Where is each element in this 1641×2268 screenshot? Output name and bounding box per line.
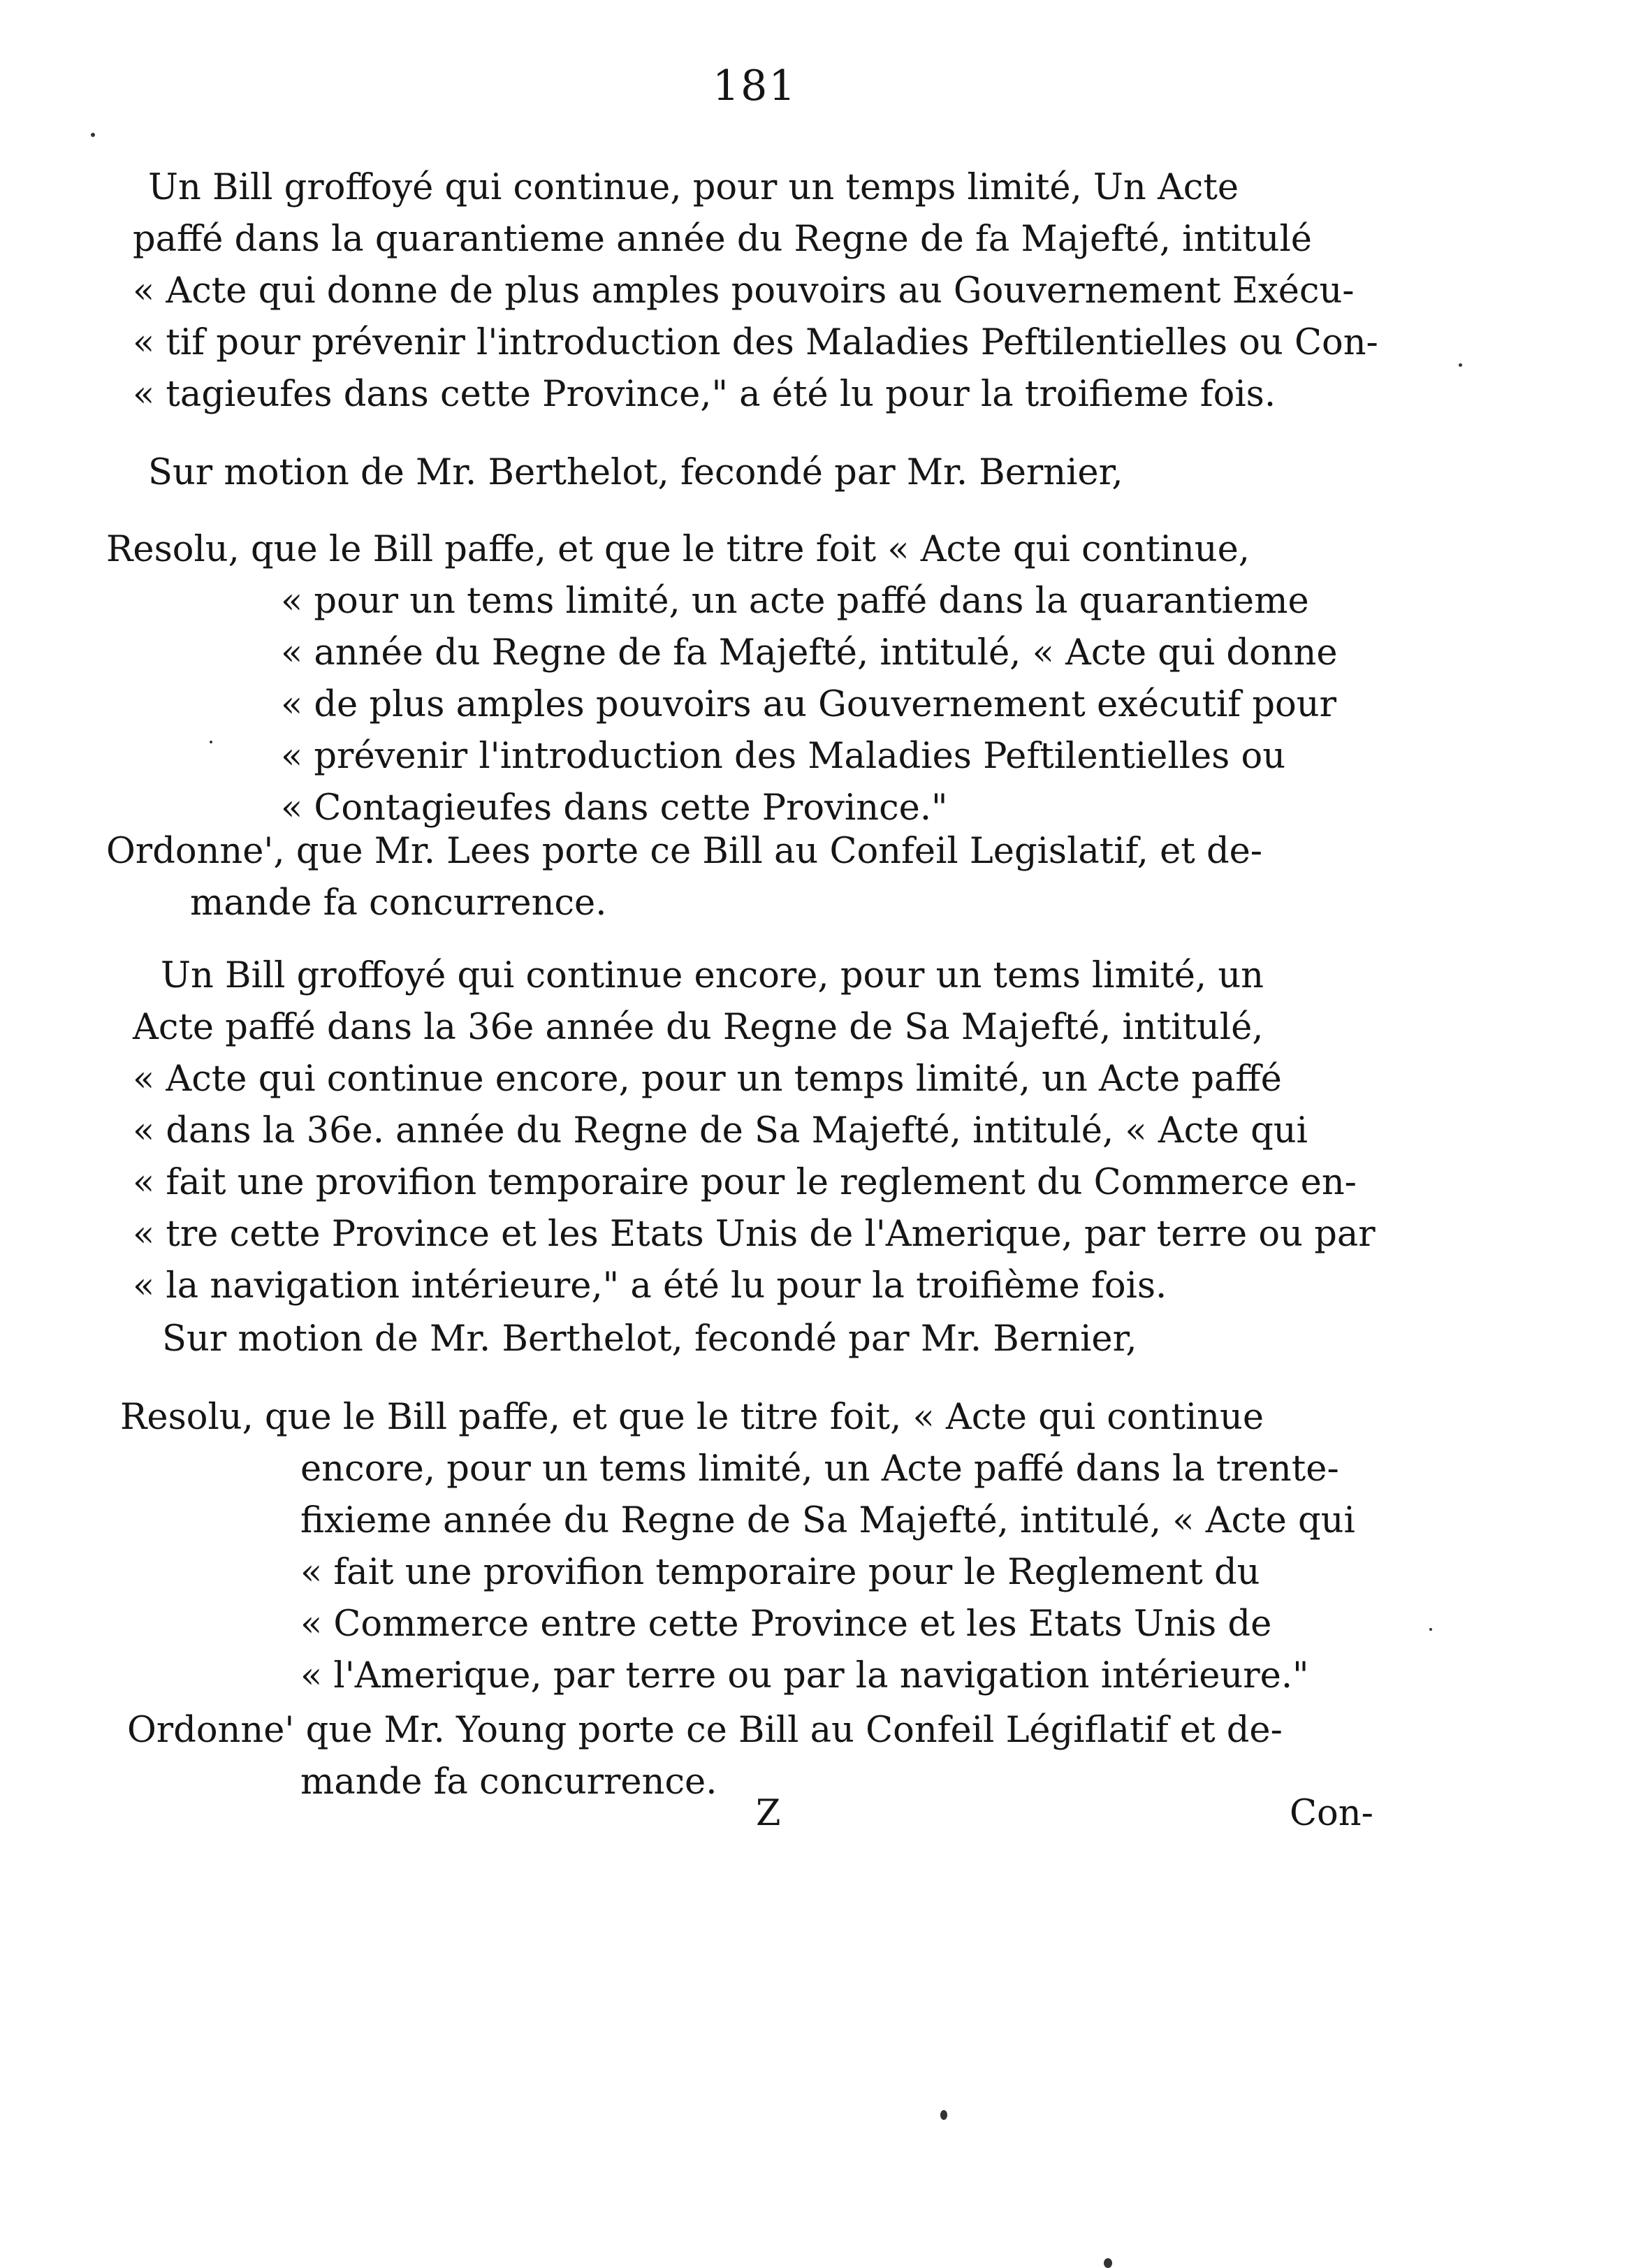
scan-speck bbox=[1104, 2258, 1112, 2268]
paragraph-resolu-second bbox=[120, 1392, 1355, 1702]
text-line: « Contagieufes dans cette Province." bbox=[281, 787, 948, 829]
text-line: Resolu, que le Bill paffe, et que le titre foit « Acte qui continue, bbox=[106, 529, 1250, 570]
paragraph-ordonne-second bbox=[127, 1705, 1283, 1808]
scan-speck bbox=[91, 133, 95, 137]
text-line: « tif pour prévenir l'introduction des Maladies Peftilentielles ou Con- bbox=[133, 322, 1378, 363]
scan-speck bbox=[940, 2110, 947, 2120]
text-line: « la navigation intérieure," a été lu pour la troifième fois. bbox=[133, 1265, 1167, 1307]
scan-speck bbox=[1459, 363, 1462, 367]
page-number: 181 bbox=[713, 61, 797, 110]
signature-mark: Z bbox=[756, 1793, 781, 1834]
text-line: fixieme année du Regne de Sa Majefté, intitulé, « Acte qui bbox=[300, 1500, 1355, 1541]
text-line: encore, pour un tems limité, un Acte paffé dans la trente- bbox=[300, 1448, 1339, 1490]
text-line: « prévenir l'introduction des Maladies Peftilentielles ou bbox=[281, 736, 1286, 777]
text-line: « Acte qui continue encore, pour un temps limité, un Acte paffé bbox=[133, 1059, 1282, 1100]
text-line: Sur motion de Mr. Berthelot, fecondé par Mr. Bernier, bbox=[162, 1318, 1137, 1360]
text-line: « Commerce entre cette Province et les Etats Unis de bbox=[300, 1604, 1272, 1645]
paragraph-motion-second bbox=[162, 1314, 1137, 1365]
text-line: « tagieufes dans cette Province," a été lu pour la troifieme fois. bbox=[133, 374, 1276, 415]
text-line: mande fa concurrence. bbox=[190, 882, 607, 924]
text-line: « fait une provifion temporaire pour le Reglement du bbox=[300, 1552, 1260, 1593]
text-line: Un Bill groffoyé qui continue, pour un temps limité, Un Acte bbox=[148, 167, 1239, 208]
text-line: Un Bill groffoyé qui continue encore, pour un tems limité, un bbox=[161, 955, 1264, 996]
text-line: mande fa concurrence. bbox=[300, 1761, 717, 1803]
text-line: Resolu, que le Bill paffe, et que le titre foit, « Acte qui continue bbox=[120, 1397, 1264, 1438]
paragraph-bill-second bbox=[133, 950, 1376, 1312]
text-line: Ordonne' que Mr. Young porte ce Bill au Confeil Légiflatif et de- bbox=[127, 1710, 1283, 1751]
text-line: paffé dans la quarantieme année du Regne de fa Majefté, intitulé bbox=[133, 219, 1312, 260]
text-line: « de plus amples pouvoirs au Gouvernement exécutif pour bbox=[281, 684, 1336, 725]
catchword: Con- bbox=[1290, 1793, 1373, 1834]
paragraph-bill-first bbox=[133, 162, 1378, 421]
text-line: « année du Regne de fa Majefté, intitulé, « Acte qui donne bbox=[281, 632, 1338, 674]
paragraph-resolu-first bbox=[106, 524, 1338, 834]
text-line: « Acte qui donne de plus amples pouvoirs au Gouvernement Exécu- bbox=[133, 270, 1355, 312]
text-line: « tre cette Province et les Etats Unis de l'Amerique, par terre ou par bbox=[133, 1214, 1376, 1255]
text-line: Acte paffé dans la 36e année du Regne de Sa Majefté, intitulé, bbox=[133, 1007, 1264, 1048]
text-line: « fait une provifion temporaire pour le reglement du Commerce en- bbox=[133, 1162, 1357, 1203]
text-line: « pour un tems limité, un acte paffé dans la quarantieme bbox=[281, 581, 1309, 622]
text-line: « dans la 36e. année du Regne de Sa Majefté, intitulé, « Acte qui bbox=[133, 1110, 1308, 1151]
text-line: Sur motion de Mr. Berthelot, fecondé par Mr. Bernier, bbox=[148, 452, 1123, 493]
text-line: « l'Amerique, par terre ou par la navigation intérieure." bbox=[300, 1655, 1309, 1696]
scan-speck bbox=[210, 741, 212, 743]
paragraph-ordonne-first bbox=[106, 826, 1262, 929]
paragraph-motion-first bbox=[148, 447, 1123, 499]
scan-speck bbox=[1429, 1628, 1432, 1631]
text-line: Ordonne', que Mr. Lees porte ce Bill au Confeil Legislatif, et de- bbox=[106, 831, 1263, 872]
